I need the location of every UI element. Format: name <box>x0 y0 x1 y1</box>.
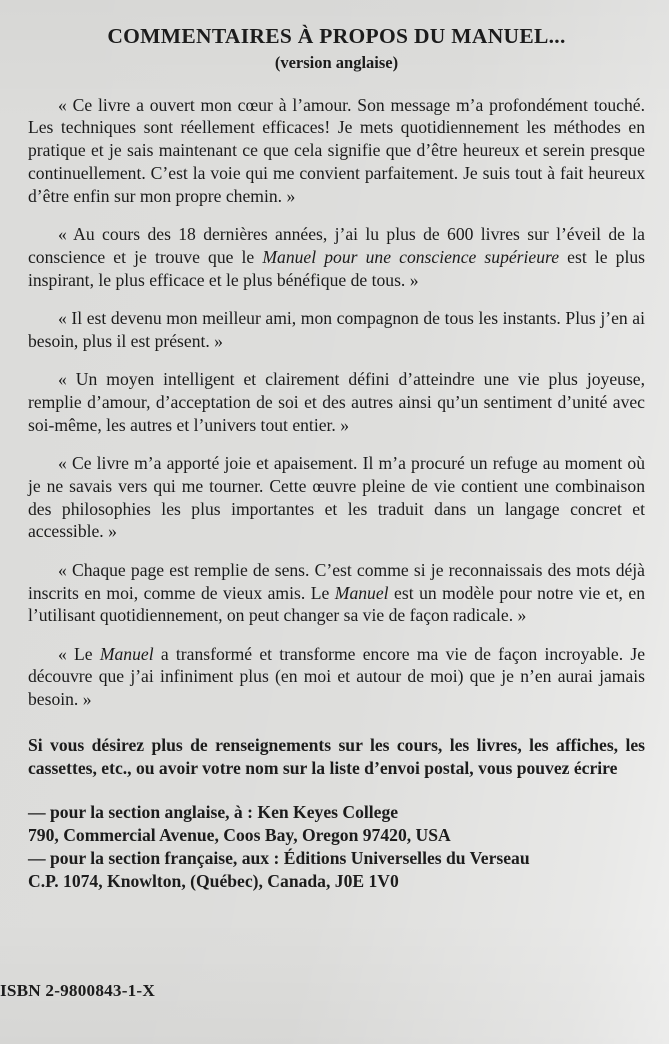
quote-text: « Le <box>58 643 100 664</box>
content-column <box>28 0 645 1044</box>
testimonial-quotes-list <box>28 94 645 711</box>
quote-text: « Il est devenu mon meilleur ami, mon compagnon de tous les instants. Plus j’en ai besoin, plus il est présent. » <box>28 308 645 351</box>
address-block <box>28 801 645 893</box>
page-title: COMMENTAIRES À PROPOS DU MANUEL... <box>107 24 566 48</box>
testimonial-quote <box>28 452 645 543</box>
testimonial-quote <box>28 643 645 711</box>
testimonial-quote <box>28 368 645 436</box>
testimonial-quote <box>28 94 645 208</box>
testimonial-quote <box>28 559 645 627</box>
quote-text: « Chaque page est remplie de sens. C’est comme si je reconnaissais des mots déjà inscrits en moi, comme de vieux amis. Le <box>28 559 645 603</box>
address-line: 790, Commercial Avenue, Coos Bay, Oregon 97420, USA <box>28 825 451 846</box>
quote-text: est un modèle pour notre vie et, en l’utilisant quotidiennement, on peut changer sa vie de façon radicale. » <box>28 582 645 626</box>
quote-text: est le plus inspirant, le plus efficace et le plus bénéfique de tous. » <box>28 246 645 290</box>
book-title-italic: Manuel <box>99 643 154 664</box>
contact-intro-paragraph: Si vous désirez plus de renseignements sur les cours, les livres, les affiches, les cassettes, etc., ou avoir votre nom sur la liste d’envoi postal, vous pouvez écrire <box>28 735 645 779</box>
title-block <box>28 0 645 73</box>
quote-text: « Ce livre a ouvert mon cœur à l’amour. Son message m’a profondément touché. Les techniques sont réellement efficaces! Je mets quotidiennement les méthodes en pratique et je sais maintenant ce que cela signifie que d’être heureux et serein presque continuellement. C’est la voie qui me convient parfaitement. Je suis tout à fait heureux d’être enfin sur mon propre chemin. » <box>28 94 645 206</box>
address-line: C.P. 1074, Knowlton, (Québec), Canada, J0E 1V0 <box>28 871 399 892</box>
quote-text: « Au cours des 18 dernières années, j’ai lu plus de 600 livres sur l’éveil de la conscience et je trouve que le <box>28 224 645 267</box>
address-line: — pour la section française, aux : Éditions Universelles du Verseau <box>28 848 530 869</box>
address-line: — pour la section anglaise, à : Ken Keyes College <box>28 802 399 823</box>
quote-text: a transformé et transforme encore ma vie de façon incroyable. Je découvre que j’ai infiniment plus (en moi et autour de moi) que je n’en aurai jamais besoin. » <box>28 643 646 710</box>
book-title-italic: Manuel pour une conscience supérieure <box>262 246 560 267</box>
quote-text: « Ce livre m’a apporté joie et apaisement. Il m’a procuré un refuge au moment où je ne savais vers qui me tourner. Cette œuvre pleine de vie contient une combinaison des philosophies les plus importantes et les traduit dans un langage concret et accessible. » <box>28 453 645 542</box>
testimonial-quote <box>28 307 645 353</box>
testimonial-quote <box>28 223 645 291</box>
quote-text: « Un moyen intelligent et clairement défini d’atteindre une vie plus joyeuse, remplie d’amour, d’acceptation de soi et des autres ainsi qu’un sentiment d’unité avec soi-même, les autres et l’univers tout entier. » <box>28 369 645 435</box>
isbn-label: ISBN 2-9800843-1-X <box>0 981 155 1000</box>
book-title-italic: Manuel <box>334 582 389 603</box>
page-subtitle: (version anglaise) <box>274 52 399 72</box>
